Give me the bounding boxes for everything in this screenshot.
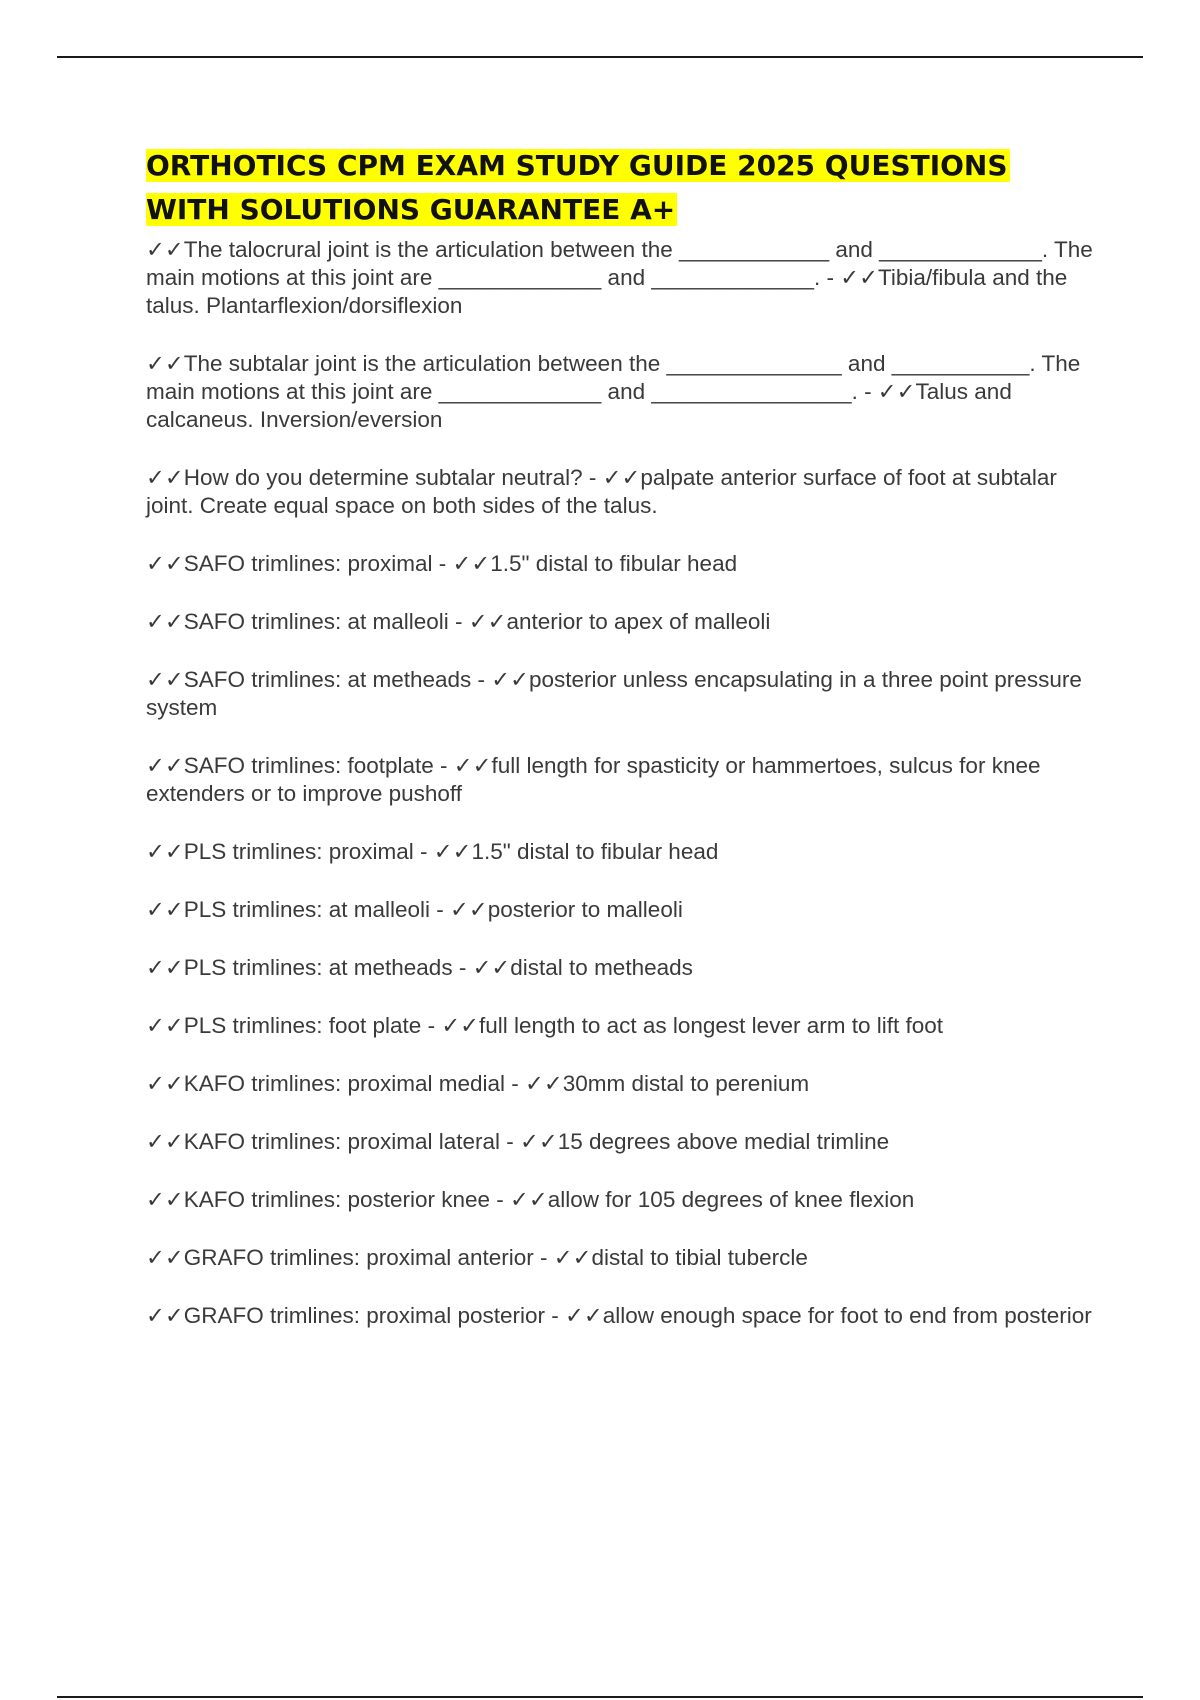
qa-item-pls-metheads: ✓✓PLS trimlines: at metheads - ✓✓distal to metheads (146, 955, 693, 980)
document-title-text: ORTHOTICS CPM EXAM STUDY GUIDE 2025 QUESTIONS WITH SOLUTIONS GUARANTEE A+ (146, 149, 1008, 226)
qa-item-safo-footplate: ✓✓SAFO trimlines: footplate - ✓✓full length for spasticity or hammertoes, sulcus for knee extenders or to improve pushoff (146, 753, 1041, 806)
qa-item-kafo-posterior-knee: ✓✓KAFO trimlines: posterior knee - ✓✓allow for 105 degrees of knee flexion (146, 1187, 915, 1212)
qa-item-safo-proximal: ✓✓SAFO trimlines: proximal - ✓✓1.5" distal to fibular head (146, 551, 738, 576)
qa-item-kafo-proximal-medial: ✓✓KAFO trimlines: proximal medial - ✓✓30mm distal to perenium (146, 1071, 810, 1096)
qa-item-safo-malleoli: ✓✓SAFO trimlines: at malleoli - ✓✓anterior to apex of malleoli (146, 609, 771, 634)
bottom-rule (57, 1696, 1143, 1698)
qa-item-talocrural: ✓✓The talocrural joint is the articulation between the ____________ and _____________. The main motions at this joint are _____________ and _____________. - ✓✓Tibia/fibula and the talus. Plantarflexion/dorsiflexion (146, 237, 1093, 318)
qa-item-grafo-proximal-anterior: ✓✓GRAFO trimlines: proximal anterior - ✓✓distal to tibial tubercle (146, 1245, 808, 1270)
qa-item-kafo-proximal-lateral: ✓✓KAFO trimlines: proximal lateral - ✓✓15 degrees above medial trimline (146, 1129, 890, 1154)
qa-item-safo-metheads: ✓✓SAFO trimlines: at metheads - ✓✓posterior unless encapsulating in a three point pressure system (146, 667, 1082, 720)
top-rule (57, 56, 1143, 58)
document-body (146, 144, 1096, 1360)
qa-item-pls-proximal: ✓✓PLS trimlines: proximal - ✓✓1.5" distal to fibular head (146, 839, 719, 864)
qa-item-pls-malleoli: ✓✓PLS trimlines: at malleoli - ✓✓posterior to malleoli (146, 897, 683, 922)
document-title (146, 144, 1096, 232)
qa-item-subtalar-neutral: ✓✓How do you determine subtalar neutral? - ✓✓palpate anterior surface of foot at subtalar joint. Create equal space on both sides of the talus. (146, 465, 1057, 518)
qa-item-pls-footplate: ✓✓PLS trimlines: foot plate - ✓✓full length to act as longest lever arm to lift foot (146, 1013, 944, 1038)
qa-item-grafo-proximal-posterior: ✓✓GRAFO trimlines: proximal posterior - ✓✓allow enough space for foot to end from posterior (146, 1303, 1092, 1328)
qa-item-subtalar: ✓✓The subtalar joint is the articulation between the ______________ and ___________. The main motions at this joint are _____________ and ________________. - ✓✓Talus and calcaneus. Inversion/eversion (146, 351, 1081, 432)
